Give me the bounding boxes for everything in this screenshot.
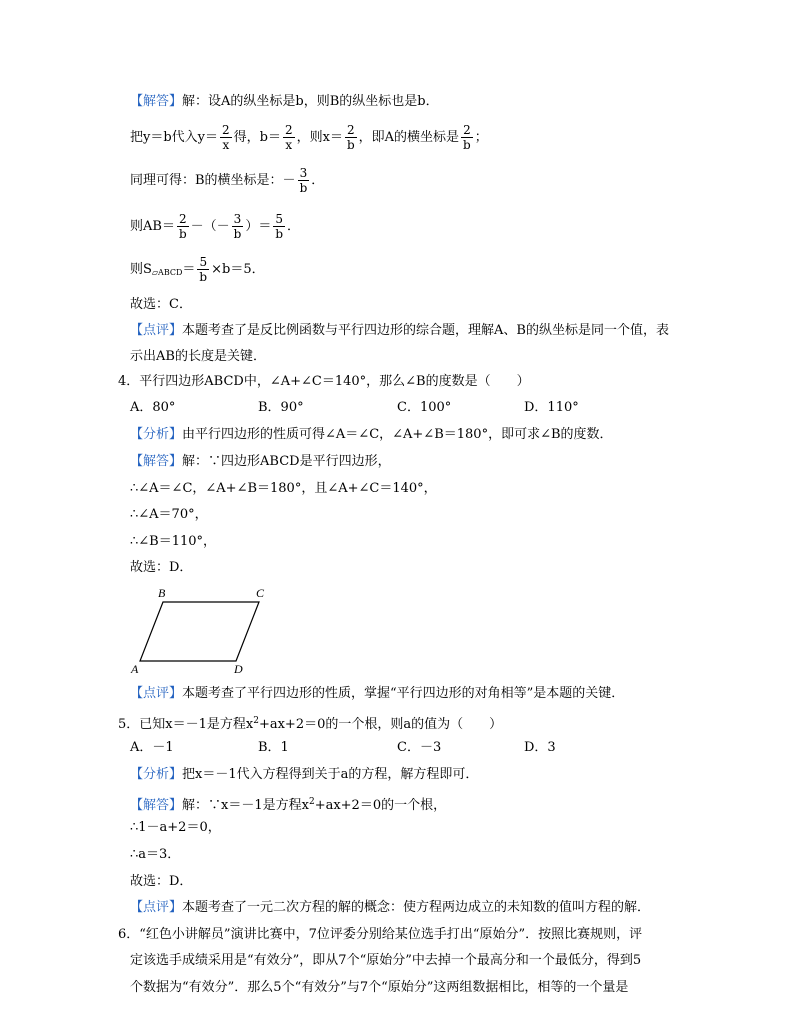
analysis-tag: 【分析】 [130,427,183,442]
q3-substitution-line [130,123,488,152]
comment-tag: 【点评】 [130,900,183,915]
q5-stem-text: 5．已知x＝－1是方程x [118,717,254,732]
q5-choose: 故选：D． [130,874,193,889]
q3-comment-line-2: 示出AB的长度是关键． [130,349,266,364]
q3-same-text: 同理可得：B的横坐标是：－ [130,173,296,188]
q4-answer-text: 解：∵四边形ABCD是平行四边形， [182,454,391,469]
q5-answer-text: +ax+2＝0的一个根， [314,798,447,813]
q3-area-subscript: ▱ABCD [151,268,183,277]
q5-analysis-text: 把x＝－1代入方程得到关于a的方程，解方程即可． [182,767,479,782]
q5-answer-text: 解：∵x＝－1是方程x [182,798,309,813]
q4-step-2: ∴∠A＝70°， [130,507,208,522]
fraction: $\frac{2}{b}$ [463,123,471,152]
fraction: $\frac{2}{x}$ [222,123,230,152]
label-c: C [256,586,265,600]
q3-same-end: ． [311,173,325,188]
q5-analysis-line [130,766,478,784]
q6-stem-line-3: 个数据为“有效分”．那么5个“有效分”与7个“原始分”这两组数据相比，相等的一个量是 [130,980,629,995]
q4-analysis-line [130,426,613,444]
q3-sub-text: ，即A的横坐标是 [358,130,460,145]
comment-tag: 【点评】 [130,323,183,338]
q4-comment-line [130,685,624,703]
q5-stem-text: +ax+2＝0的一个根，则a的值为（ ） [258,717,503,732]
q5-option-a: A．－1 [130,740,174,755]
q3-sub-text: ； [474,130,488,145]
q5-comment-line [130,899,650,917]
q3-area-text: ×b＝5． [211,262,265,277]
q3-area-text: ＝ [182,262,196,277]
q3-area-text: 则S [130,262,152,277]
q4-option-a: A．80° [130,400,176,415]
q3-ab-text: －（－ [190,219,230,234]
q5-stem [118,712,502,734]
q3-answer-line [130,93,439,111]
q5-step-1: ∴1－a+2＝0， [130,820,221,835]
q4-option-d: D．110° [524,400,579,415]
q6-stem-line-1: 6．“红色小讲解员”演讲比赛中，7位评委分别给某位选手打出“原始分”．按照比赛规则，评 [118,927,643,942]
q5-exponent: 2 [253,716,259,726]
q3-sub-text: 把y＝b代入y＝ [130,130,219,145]
q4-comment-text: 本题考查了平行四边形的性质，掌握“平行四边形的对角相等”是本题的关键． [182,686,625,701]
q4-stem: 4．平行四边形ABCD中，∠A+∠C＝140°，那么∠B的度数是（ ） [118,374,530,389]
q3-ab-text: ）＝ [245,219,272,234]
q5-step-2: ∴a＝3． [130,847,181,862]
label-b: B [158,586,166,600]
answer-tag: 【解答】 [130,798,183,813]
fraction: $\frac{3}{b}$ [299,166,308,195]
q3-ab-line [130,212,300,241]
q5-comment-text: 本题考查了一元二次方程的解的概念：使方程两边成立的未知数的值叫方程的解． [182,900,651,915]
q4-choose: 故选：D． [130,560,193,575]
fraction: $\frac{5}{b}$ [275,212,284,241]
q4-option-c: C．100° [397,400,452,415]
q3-area-line [130,255,265,284]
fraction: $\frac{3}{b}$ [233,212,242,241]
q5-answer-line [130,793,446,815]
analysis-tag: 【分析】 [130,767,183,782]
q3-sub-text: ，则x＝ [296,130,343,145]
fraction: $\frac{5}{b}$ [199,255,208,284]
q3-comment-text: 本题考查了是反比例函数与平行四边形的综合题，理解A、B的纵坐标是同一个值，表 [182,323,669,338]
q3-choose: 故选：C． [130,297,192,312]
q5-option-c: C．－3 [397,740,442,755]
q5-option-b: B．1 [258,740,289,755]
q4-option-b: B．90° [258,400,304,415]
q3-ab-end: ． [287,219,301,234]
answer-tag: 【解答】 [130,454,183,469]
q4-step-1: ∴∠A＝∠C，∠A+∠B＝180°，且∠A+∠C＝140°， [130,481,437,496]
q4-step-3: ∴∠B＝110°， [130,534,217,549]
q4-answer-line [130,453,391,471]
parallelogram-shape [140,602,259,661]
q3-comment-line-1 [130,322,669,340]
comment-tag: 【点评】 [130,686,183,701]
fraction: $\frac{2}{x}$ [284,123,293,152]
parallelogram-figure [128,583,278,678]
q6-stem-line-2: 定该选手成绩采用是“有效分”，即从7个“原始分”中去掉一个最高分和一个最低分，得到5 [130,953,642,968]
q3-sub-text: 得，b＝ [233,130,281,145]
q3-answer-intro: 解：设A的纵坐标是b，则B的纵坐标也是b． [182,94,439,109]
label-a: A [131,662,139,676]
label-d: D [234,662,243,676]
fraction: $\frac{2}{b}$ [178,212,187,241]
q3-same-line [130,166,324,195]
q5-option-d: D．3 [524,740,556,755]
answer-tag: 【解答】 [130,94,183,109]
q3-ab-text: 则AB＝ [130,219,175,234]
q5-exponent: 2 [308,797,315,807]
q4-analysis-text: 由平行四边形的性质可得∠A＝∠C，∠A+∠B＝180°，即可求∠B的度数． [182,427,613,442]
fraction: $\frac{2}{b}$ [346,123,355,152]
